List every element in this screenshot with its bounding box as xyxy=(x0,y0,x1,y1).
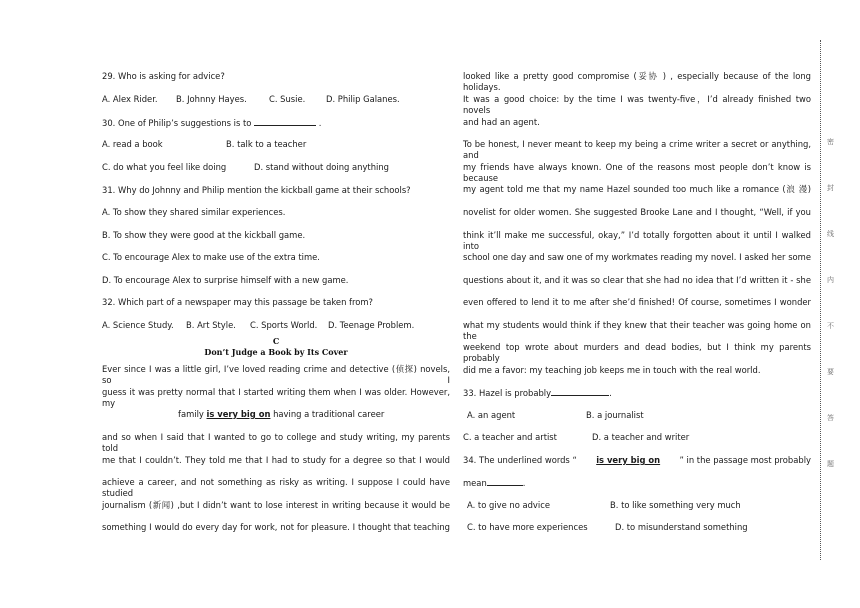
q33-text: 33. Hazel is probably xyxy=(463,388,552,398)
seal-mark: 线 xyxy=(827,230,834,238)
question-29: 29. Who is asking for advice? xyxy=(102,71,225,81)
q33-period: . xyxy=(609,388,612,398)
question-30 xyxy=(102,117,321,129)
seal-mark: 题 xyxy=(827,460,834,468)
passage-line: It was a good choice: by the time I was twenty-five，I’d already finished two novels xyxy=(463,94,811,115)
binding-line xyxy=(820,40,822,560)
q34-option-d: D. to misunderstand something xyxy=(615,522,748,532)
seal-mark: 封 xyxy=(827,184,834,192)
q30-option-d: D. stand without doing anything xyxy=(254,162,389,172)
passage-line: even offered to lend it to me after she’d finished! Of course, sometimes I wonder xyxy=(463,297,811,307)
passage-line: looked like a pretty good compromise (妥协 ) , especially because of the long holidays. xyxy=(463,71,811,92)
q34-text-rest: ” in the passage most probably xyxy=(679,455,811,465)
passage-line: something I would do every day for work, not for pleasure. I thought that teaching xyxy=(102,522,450,532)
passage-line: school one day and saw one of my workmates reading my novel. I asked her some xyxy=(463,252,811,262)
seal-mark: 密 xyxy=(827,138,834,146)
passage-line: me that I couldn’t. They told me that I had to study for a degree so that I would xyxy=(102,455,450,465)
question-31: 31. Why do Johnny and Philip mention the kickball game at their schools? xyxy=(102,185,411,195)
q34-underlined-phrase: is very big on xyxy=(596,455,661,465)
passage-line: questions about it, and it was so clear that she had no idea that I’d written it - she xyxy=(463,275,811,285)
q29-option-c: C. Susie. xyxy=(269,94,306,104)
seal-mark: 内 xyxy=(827,276,834,284)
q30-option-b: B. talk to a teacher xyxy=(226,139,307,149)
q34-option-b: B. to like something very much xyxy=(610,500,741,510)
seal-mark: 不 xyxy=(827,322,834,330)
passage-line: Ever since I was a little girl, I’ve loved reading crime and detective (侦探) novels, so I xyxy=(102,364,450,385)
passage-line: and so when I said that I wanted to go to college and study writing, my parents told xyxy=(102,432,450,453)
seal-mark: 答 xyxy=(827,414,834,422)
q33-option-b: B. a journalist xyxy=(586,410,644,420)
q33-option-a: A. an agent xyxy=(467,410,516,420)
q33-option-c: C. a teacher and artist xyxy=(463,432,557,442)
seal-mark: 要 xyxy=(827,368,834,376)
q32-option-b: B. Art Style. xyxy=(186,320,236,330)
q30-period: . xyxy=(318,118,322,128)
q31-option-c: C. To encourage Alex to make use of the extra time. xyxy=(102,252,320,262)
passage-line: To be honest, I never meant to keep my being a crime writer a secret or anything, and xyxy=(463,139,811,160)
q29-option-b: B. Johnny Hayes. xyxy=(176,94,247,104)
q32-option-d: D. Teenage Problem. xyxy=(328,320,415,330)
q34-option-a: A. to give no advice xyxy=(467,500,550,510)
q31-option-b: B. To show they were good at the kickball game. xyxy=(102,230,306,240)
q33-answer-blank xyxy=(551,387,609,396)
q29-option-a: A. Alex Rider. xyxy=(102,94,158,104)
passage-line: did me a favor: my teaching job keeps me in touch with the real world. xyxy=(463,365,761,375)
question-33 xyxy=(463,387,612,399)
question-34 xyxy=(463,455,811,466)
family-text-rest: having a traditional career xyxy=(270,409,385,419)
q29-option-d: D. Philip Galanes. xyxy=(326,94,400,104)
section-letter: C xyxy=(272,336,280,346)
passage-line: my friends have always known. One of the reasons most people don’t know is because xyxy=(463,162,811,183)
q34-mean: mean xyxy=(463,478,487,488)
passage-line: guess it was pretty normal that I started writing them when I was older. However, my xyxy=(102,387,450,408)
family-text: family xyxy=(178,409,207,419)
q34-option-c: C. to have more experiences xyxy=(467,522,588,532)
q34-period: . xyxy=(522,478,526,488)
q33-option-d: D. a teacher and writer xyxy=(592,432,690,442)
passage-line: think it’ll make me successful, okay,” I’d totally forgotten about it until I walked into xyxy=(463,230,811,251)
q34-text: 34. The underlined words “ xyxy=(463,455,577,465)
q30-option-c: C. do what you feel like doing xyxy=(102,162,227,172)
passage-line: my agent told me that my name Hazel sounded too much like a romance (浪 漫) xyxy=(463,184,811,194)
passage-line-family xyxy=(178,409,384,420)
passage-title: Don’t Judge a Book by Its Cover xyxy=(204,347,348,357)
q31-option-d: D. To encourage Alex to surprise himself with a new game. xyxy=(102,275,349,285)
question-32: 32. Which part of a newspaper may this passage be taken from? xyxy=(102,297,373,307)
underlined-phrase: is very big on xyxy=(206,409,271,419)
q30-answer-blank xyxy=(254,117,316,126)
passage-line: what my students would think if they knew that their teacher was going home on the xyxy=(463,320,811,341)
q32-option-a: A. Science Study. xyxy=(102,320,174,330)
q32-option-c: C. Sports World. xyxy=(250,320,318,330)
passage-line: journalism (新闻) ,but I didn’t want to lose interest in writing because it would be xyxy=(102,500,450,510)
passage-line: weekend top wrote about murders and dead bodies, but I think my parents probably xyxy=(463,342,811,363)
q34-mean-line xyxy=(463,477,525,489)
q30-text: 30. One of Philip’s suggestions is to xyxy=(102,118,252,128)
q30-option-a: A. read a book xyxy=(102,139,163,149)
passage-line: and had an agent. xyxy=(463,117,540,127)
q34-answer-blank xyxy=(487,477,523,486)
passage-line: novelist for older women. She suggested Brooke Lane and I thought, “Well, if you xyxy=(463,207,811,217)
passage-line: achieve a career, and not something as risky as writing. I suppose I could have studied xyxy=(102,477,450,498)
q31-option-a: A. To show they shared similar experiences. xyxy=(102,207,286,217)
